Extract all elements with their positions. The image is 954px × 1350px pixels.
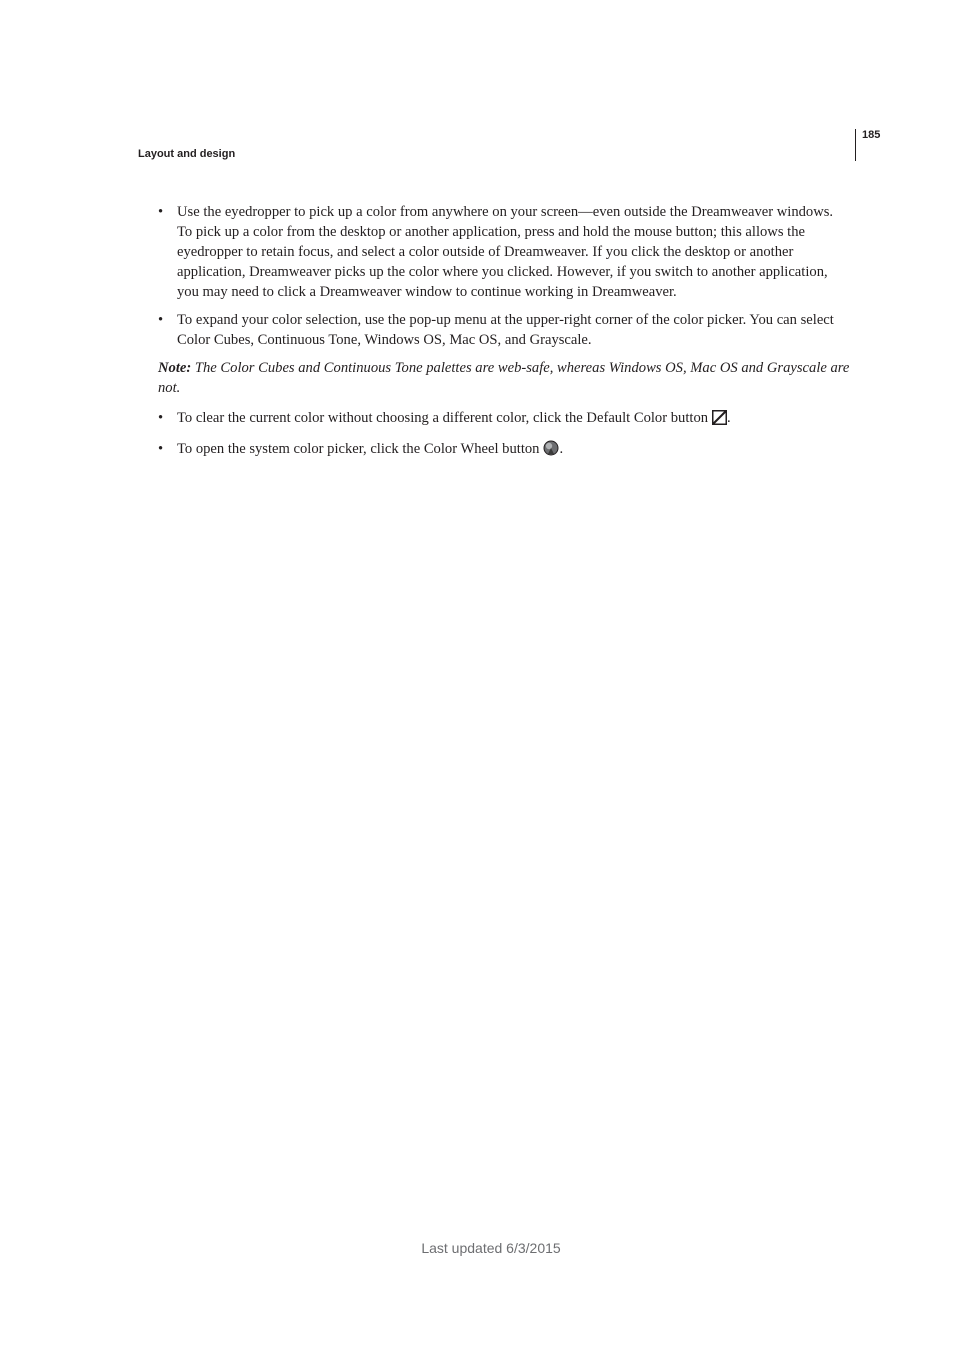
default-color-icon [712, 410, 727, 431]
list-item-text: To clear the current color without choosing a different color, click the Default Color button [177, 410, 709, 426]
note-text: The Color Cubes and Continuous Tone palettes are web-safe, whereas Windows OS, Mac OS and Grayscale are not. [158, 360, 850, 396]
list-item [158, 439, 850, 462]
page-body [158, 202, 850, 470]
note-paragraph [158, 358, 850, 398]
note-label: Note: [158, 360, 192, 376]
sentence-period: . [559, 441, 564, 457]
bullet-glyph: • [158, 204, 164, 220]
bullet-glyph: • [158, 441, 164, 457]
page-number: 185 [862, 129, 881, 141]
list-item [158, 310, 850, 350]
running-header: Layout and design [138, 148, 236, 160]
bullet-glyph: • [158, 410, 164, 426]
list-item-text: To expand your color selection, use the pop-up menu at the upper-right corner of the color picker. You can select Color Cubes, Continuous Tone, Windows OS, Mac OS, and Grayscale. [177, 312, 834, 348]
bullet-glyph: • [158, 312, 164, 328]
list-item [158, 202, 850, 302]
list-item [158, 408, 850, 431]
last-updated-footer: Last updated 6/3/2015 [421, 1240, 561, 1256]
list-item-text: To open the system color picker, click the Color Wheel button [177, 441, 540, 457]
color-wheel-icon [543, 440, 559, 462]
page-number-divider [855, 129, 856, 161]
sentence-period: . [727, 410, 731, 426]
list-item-text: Use the eyedropper to pick up a color from anywhere on your screen—even outside the Dreamweaver windows. To pick up a color from the desktop or another application, press and hold the mouse button; this allows the eyedropper to retain focus, and select a color outside of Dreamweaver. If you click the desktop or another application, Dreamweaver picks up the color where you clicked. However, if you switch to another application, you may need to click a Dreamweaver window to continue working in Dreamweaver. [177, 204, 834, 300]
